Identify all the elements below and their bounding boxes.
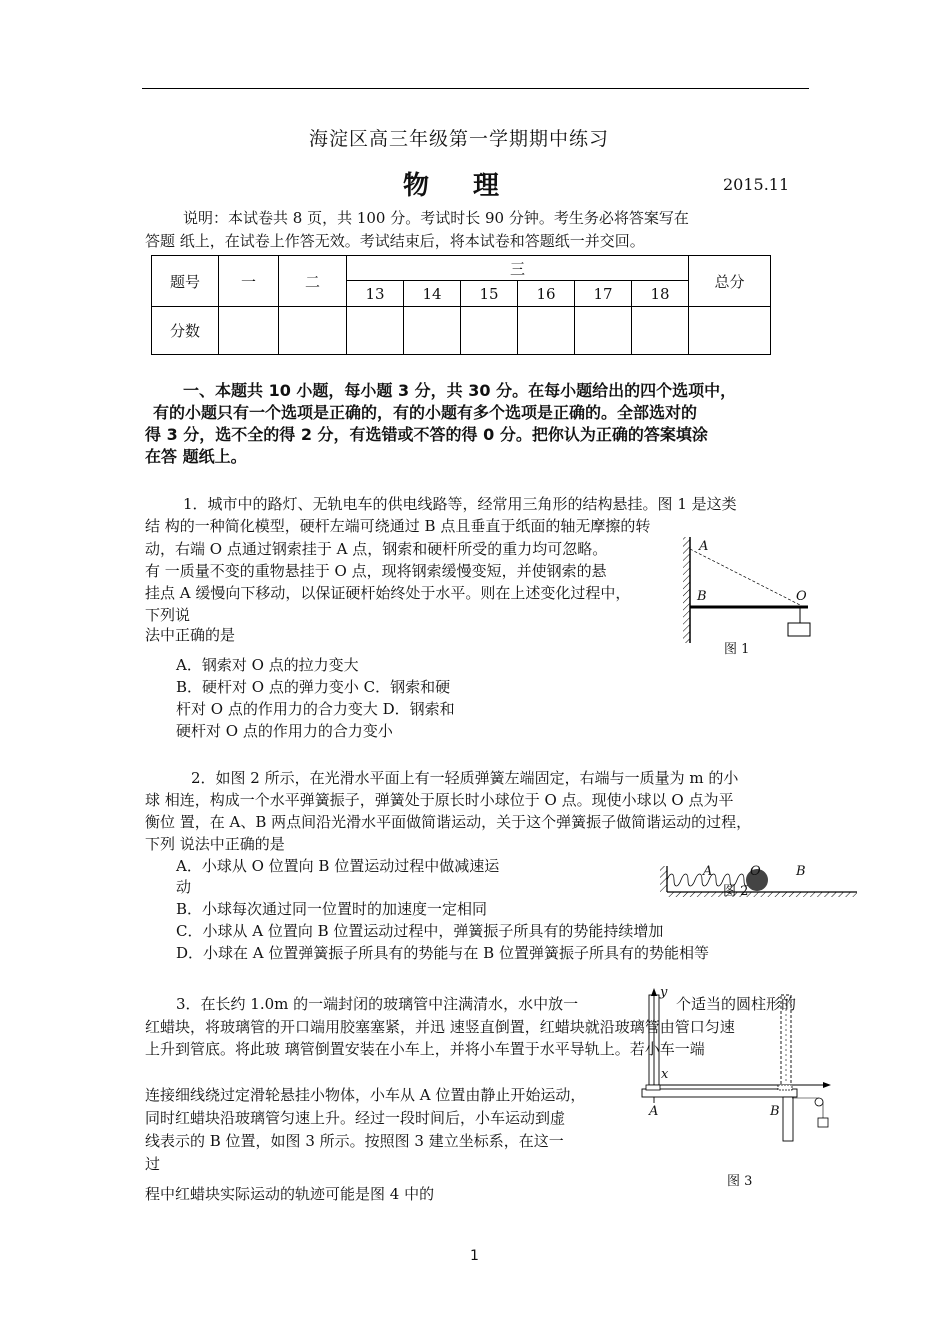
figure-1-caption: 图 1 (724, 642, 750, 657)
figure-3-caption: 图 3 (727, 1174, 753, 1189)
figure-3-diagram (640, 985, 840, 1145)
table-subcol: 14 (404, 281, 461, 307)
score-cell[interactable] (219, 307, 279, 355)
q3-line-1: 3．在长约 1.0m 的一端封闭的玻璃管中注满清水，水中放一 (176, 995, 579, 1013)
figure-1-label-b: B (697, 589, 707, 604)
q2-option-b: B．小球每次通过同一位置时的加速度一定相同 (176, 900, 488, 918)
table-header-score: 分数 (152, 307, 219, 355)
q1-line-1: 1．城市中的路灯、无轨电车的供电线路等，经常用三角形的结构悬挂。图 1 是这类 (183, 495, 737, 513)
score-cell[interactable] (279, 307, 347, 355)
q3-line-7: 过 (145, 1155, 161, 1173)
score-cell[interactable] (347, 307, 404, 355)
q3-line-5: 同时红蜡块沿玻璃管匀速上升。经过一段时间后，小车运动到虚 (145, 1109, 566, 1127)
score-cell[interactable] (575, 307, 632, 355)
q2-line-4: 下列 说法中正确的是 (145, 835, 285, 853)
figure-3-label-x: x (661, 1067, 669, 1082)
q1-line-6: 下列说 (145, 606, 191, 624)
table-subcol: 17 (575, 281, 632, 307)
table-col-one: 一 (219, 256, 279, 307)
q2-option-d: D．小球在 A 位置弹簧振子所具有的势能与在 B 位置弹簧振子所具有的势能相等 (176, 944, 709, 962)
q3-line-1-cont: 个适当的圆柱形的 (676, 995, 797, 1013)
q1-line-7: 法中正确的是 (145, 626, 236, 644)
q3-line-6: 线表示的 B 位置，如图 3 所示。按照图 3 建立坐标系，在这一 (145, 1132, 564, 1150)
q1-option-b: B．硬杆对 O 点的弹力变小 C．钢索和硬 (176, 678, 451, 696)
q2-line-3: 衡位 置，在 A、B 两点间沿光滑水平面做简谐运动，关于这个弹簧振子做简谐运动的过程， (145, 813, 752, 831)
score-cell[interactable] (689, 307, 771, 355)
table-header-number: 题号 (152, 256, 219, 307)
q1-line-4: 有 一质量不变的重物悬挂于 O 点，现将钢索缓慢变短，并使钢索的悬 (145, 562, 607, 580)
q3-line-2: 红蜡块，将玻璃管的开口端用胶塞塞紧，并迅 速竖直倒置，红蜡块就沿玻璃管由管口匀速 (145, 1018, 735, 1036)
q2-option-a-cont: 动 (176, 878, 192, 896)
figure-2-label-o: O (750, 864, 761, 879)
q1-option-d: 硬杆对 O 点的作用力的合力变小 (176, 722, 393, 740)
table-subcol: 18 (632, 281, 689, 307)
score-cell[interactable] (632, 307, 689, 355)
instructions-line-1: 说明：本试卷共 8 页，共 100 分。考试时长 90 分钟。考生务必将答案写在 (183, 209, 689, 227)
q2-option-a: A．小球从 O 位置向 B 位置运动过程中做减速运 (176, 857, 500, 875)
figure-1-label-o: O (796, 589, 807, 604)
top-rule (142, 88, 809, 89)
score-cell[interactable] (518, 307, 575, 355)
q1-option-a: A．钢索对 O 点的拉力变大 (176, 656, 359, 674)
q2-option-c: C．小球从 A 位置向 B 位置运动过程中，弹簧振子所具有的势能持续增加 (176, 922, 664, 940)
section1-line-3: 得 3 分，选不全的得 2 分，有选错或不答的得 0 分。把你认为正确的答案填涂 (145, 425, 708, 444)
q1-line-3: 动，右端 O 点通过钢索挂于 A 点，钢索和硬杆所受的重力均可忽略。 (145, 540, 608, 558)
q3-line-3: 上升到管底。将此玻 璃管倒置安装在小车上，并将小车置于水平导轨上。若小车一端 (145, 1040, 705, 1058)
figure-1-label-a: A (699, 539, 709, 554)
figure-2-caption: 图 2 (723, 884, 749, 899)
table-subcol: 13 (347, 281, 404, 307)
table-subcol: 16 (518, 281, 575, 307)
section1-line-4: 在答 题纸上。 (145, 447, 247, 466)
q1-option-c: 杆对 O 点的作用力的合力变大 D．钢索和 (176, 700, 455, 718)
q1-line-2: 结 构的一种简化模型，硬杆左端可绕通过 B 点且垂直于纸面的轴无摩擦的转 (145, 517, 651, 535)
figure-3-label-b: B (770, 1104, 780, 1119)
exam-title: 海淀区高三年级第一学期期中练习 (309, 128, 610, 150)
table-subcol: 15 (461, 281, 518, 307)
q3-line-4: 连接细线绕过定滑轮悬挂小物体，小车从 A 位置由静止开始运动， (145, 1086, 586, 1104)
figure-3-label-a: A (649, 1104, 659, 1119)
figure-2-label-b: B (796, 864, 806, 879)
q2-line-1: 2．如图 2 所示，在光滑水平面上有一轻质弹簧左端固定，右端与一质量为 m 的小 (191, 769, 739, 787)
subject-title: 物理 (403, 171, 544, 201)
figure-3-label-y: y (660, 985, 668, 1000)
score-cell[interactable] (461, 307, 518, 355)
table-col-three: 三 (347, 256, 689, 281)
page-number: 1 (470, 1248, 479, 1264)
score-table (151, 255, 771, 355)
table-col-two: 二 (279, 256, 347, 307)
instructions-line-2: 答题 纸上，在试卷上作答无效。考试结束后，将本试卷和答题纸一并交回。 (145, 232, 645, 250)
exam-date: 2015.11 (723, 175, 790, 194)
figure-2-label-a: A (703, 864, 713, 879)
score-cell[interactable] (404, 307, 461, 355)
q2-line-2: 球 相连，构成一个水平弹簧振子，弹簧处于原长时小球位于 O 点。现使小球以 O 点为平 (145, 791, 734, 809)
section1-line-1: 一、本题共 10 小题，每小题 3 分，共 30 分。在每小题给出的四个选项中， (183, 381, 737, 400)
section1-line-2: 有的小题只有一个选项是正确的，有的小题有多个选项是正确的。全部选对的 (153, 403, 698, 422)
q3-line-8: 程中红蜡块实际运动的轨迹可能是图 4 中的 (145, 1185, 435, 1203)
q1-line-5: 挂点 A 缓慢向下移动，以保证硬杆始终处于水平。则在上述变化过程中， (145, 584, 631, 602)
table-col-total: 总分 (689, 256, 771, 307)
